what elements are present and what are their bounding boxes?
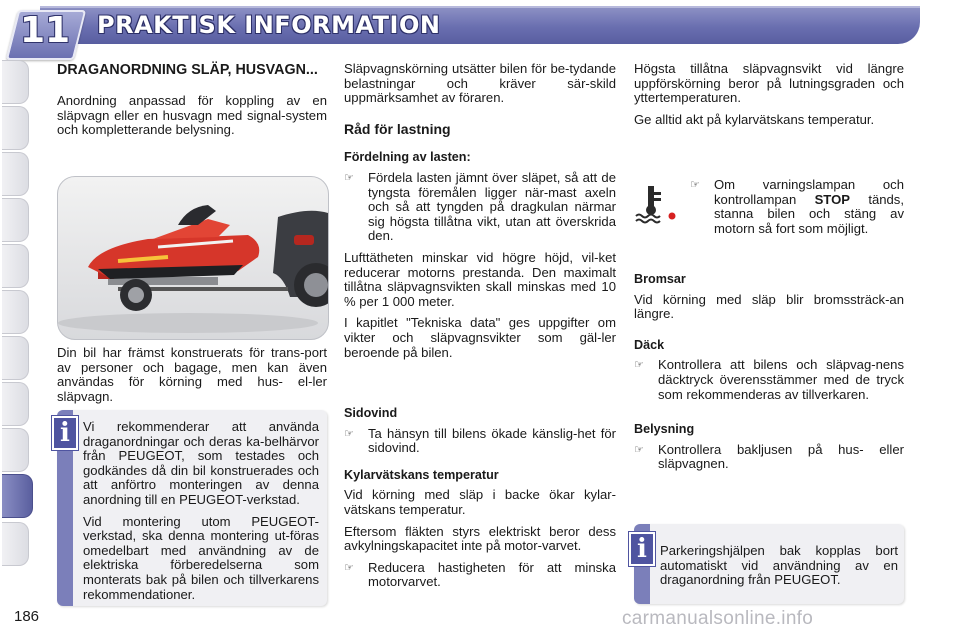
jetski-trailer-illustration	[58, 177, 328, 339]
intro-text: Anordning anpassad för koppling av en släpvagn eller en husvagn med signal-system och kompletterande belysning.	[57, 93, 327, 138]
chapter-tab-1[interactable]	[2, 60, 29, 104]
column-2	[344, 62, 616, 367]
bullet-item	[690, 178, 904, 236]
body-text: Vid körning med släp blir bromssträck-an längre.	[634, 291, 904, 322]
info-box-text	[83, 420, 319, 609]
body-text: Högsta tillåtna släpvagnsvikt vid längre uppförskörning beror på lutningsgraden och yttertemperaturen.	[634, 61, 904, 106]
info-box-text	[660, 544, 898, 595]
body-text: Eftersom fläkten styrs elektriskt beror dess avkylningskapacitet inte på motor-varvet.	[344, 523, 616, 554]
stop-label: STOP	[814, 191, 850, 207]
column-3-lower	[634, 272, 904, 479]
info-paragraph: Parkeringshjälpen bak kopplas bort automatiskt vid användning av en draganordning från PEUGEOT.	[660, 543, 898, 588]
chapter-tab-6[interactable]	[2, 290, 29, 334]
subheading: Bromsar	[634, 272, 686, 286]
info-icon: i	[52, 416, 78, 450]
intro-text: Släpvagnskörning utsätter bilen för be-tydande belastningar och kräver sär-skild uppmärksamhet av föraren.	[344, 61, 616, 106]
bullet-text: Kontrollera bakljusen på hus- eller släpvagnen.	[658, 441, 904, 472]
bullet-text: Kontrollera att bilens och släpvag-nens däcktryck överensstämmer med de tryck som rekommenderas av tillverkaren.	[658, 357, 904, 402]
info-paragraph: Vi rekommenderar att använda draganordningar och deras ka-belhärvor från PEUGEOT, som testades och godkändes då din bil konstruerades och att anförtro monteringen av denna anordning till en PEUGEOT-verkstad.	[83, 419, 319, 507]
column-1-lower	[57, 346, 327, 411]
section-heading: DRAGANORDNING SLÄP, HUSVAGN...	[57, 62, 318, 78]
warning-text-a: Om varningslampan och kontrollampan	[714, 177, 904, 207]
column-1	[57, 62, 327, 145]
chapter-tab-9[interactable]	[2, 428, 29, 472]
body-text: Ge alltid akt på kylarvätskans temperatur.	[634, 111, 875, 127]
bullet-icon: ☞	[634, 442, 644, 456]
chapter-tab-5[interactable]	[2, 244, 29, 288]
bullet-icon: ☞	[344, 560, 354, 574]
watermark: carmanualsonline.info	[622, 608, 814, 629]
chapter-tabs	[0, 60, 36, 620]
bullet-item	[634, 358, 904, 402]
coolant-temperature-warning-icon	[632, 180, 678, 226]
bullet-icon: ☞	[344, 170, 354, 184]
trailer-photo	[57, 176, 329, 340]
bullet-icon: ☞	[344, 426, 354, 440]
bullet-item	[344, 427, 616, 456]
page-header	[0, 0, 960, 50]
bullet-item	[634, 443, 904, 472]
chapter-tab-8[interactable]	[2, 382, 29, 426]
chapter-tab-11-active[interactable]	[2, 474, 33, 518]
page-title: PRAKTISK INFORMATION	[97, 11, 441, 39]
chapter-tab-12[interactable]	[2, 522, 29, 566]
body-text: Vid körning med släp i backe ökar kylar-vätskans temperatur.	[344, 487, 616, 517]
chapter-tab-4[interactable]	[2, 198, 29, 242]
info-icon: i	[629, 532, 655, 566]
info-box-parking	[634, 524, 904, 604]
body-text: Lufttätheten minskar vid högre höjd, vil-ket reducerar motorns prestanda. Den maximalt tillåtna släpvagnsvikten skall minskas med 10 % per 1 000 meter.	[344, 249, 616, 309]
bullet-text: Fördela lasten jämnt över släpet, så att de tyngsta föremålen ligger när-mast axeln och så att tyngden på dragkulan närmar sig högsta tillåtna vikt, utan att överskrida den.	[368, 169, 616, 244]
subheading: Däck	[634, 337, 665, 352]
bullet-item	[344, 171, 616, 244]
bullet-icon: ☞	[690, 178, 700, 191]
bullet-item	[344, 561, 616, 590]
warning-text-b: tänds, stanna bilen och stäng av motorn så fort som möjligt.	[714, 191, 904, 236]
body-text: I kapitlet "Tekniska data" ges uppgifter om vikter och släpvagnsvikter som gäl-ler beroende på bilen.	[344, 315, 616, 360]
bullet-icon: ☞	[634, 358, 644, 372]
body-text: Din bil har främst konstruerats för trans-port av personer och bagage, men kan även användas för körning med hus- el-ler släpvagn.	[57, 345, 327, 404]
subheading: Kylarvätskans temperatur	[344, 467, 499, 482]
column-2-lower	[344, 406, 616, 597]
subheading: Belysning	[634, 422, 695, 437]
chapter-number: 11	[19, 10, 71, 51]
chapter-tab-3[interactable]	[2, 152, 29, 196]
column-3	[634, 62, 904, 134]
section-heading: Råd för lastning	[344, 120, 451, 137]
chapter-tab-2[interactable]	[2, 106, 29, 150]
warning-note	[690, 178, 904, 243]
bullet-text: Reducera hastigheten för att minska motorvarvet.	[368, 559, 616, 590]
subheading: Fördelning av lasten:	[344, 150, 471, 165]
info-paragraph: Vid montering utom PEUGEOT-verkstad, ska denna montering ut-föras omedelbart med användning av de elektriska förberedelserna som monterats bak på bilen och tillverkarens rekommendationer.	[83, 513, 319, 602]
chapter-tab-7[interactable]	[2, 336, 29, 380]
info-box-draganordning	[57, 410, 327, 606]
bullet-text: Ta hänsyn till bilens ökade känslig-het för sidovind.	[368, 425, 616, 456]
subheading: Sidovind	[344, 406, 398, 420]
page-number: 186	[14, 608, 40, 625]
